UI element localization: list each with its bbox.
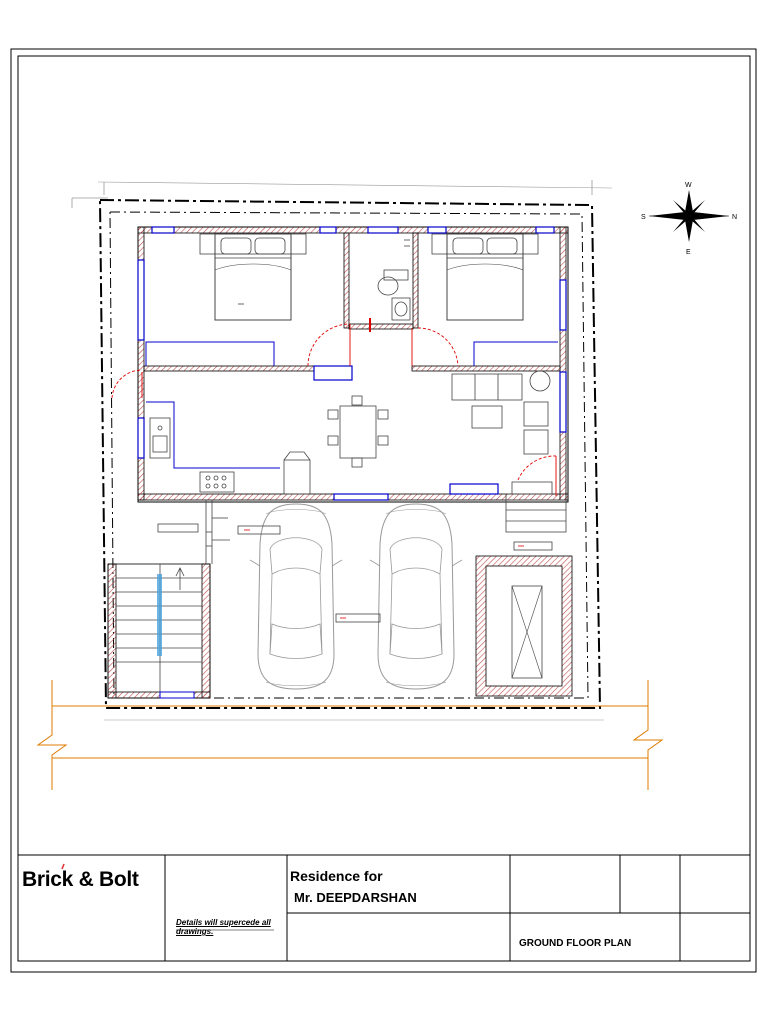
client-name: Mr. DEEPDARSHAN [294,890,417,905]
bedroom-left [146,234,306,366]
brand-logo-text: Brick & Bolt [22,868,139,891]
details-note: Details will supercede all drawings. [176,918,271,936]
dining-table [328,396,388,467]
compass-south: S [641,214,646,221]
staircase [108,500,230,698]
compass-west: W [685,182,692,189]
sheet-title: GROUND FLOOR PLAN [519,938,632,949]
entry-steps [506,494,566,532]
compass-north: N [732,214,738,221]
kitchen [146,402,310,494]
toilet [378,240,410,320]
parking [250,504,462,689]
sump [476,556,572,696]
project-title: Residence for [290,868,383,884]
doors [112,318,556,496]
house-walls [138,227,568,502]
living-furniture [452,371,552,494]
bedroom-right [432,234,558,366]
compass-east: E [686,249,691,256]
compass-rose [649,190,729,242]
